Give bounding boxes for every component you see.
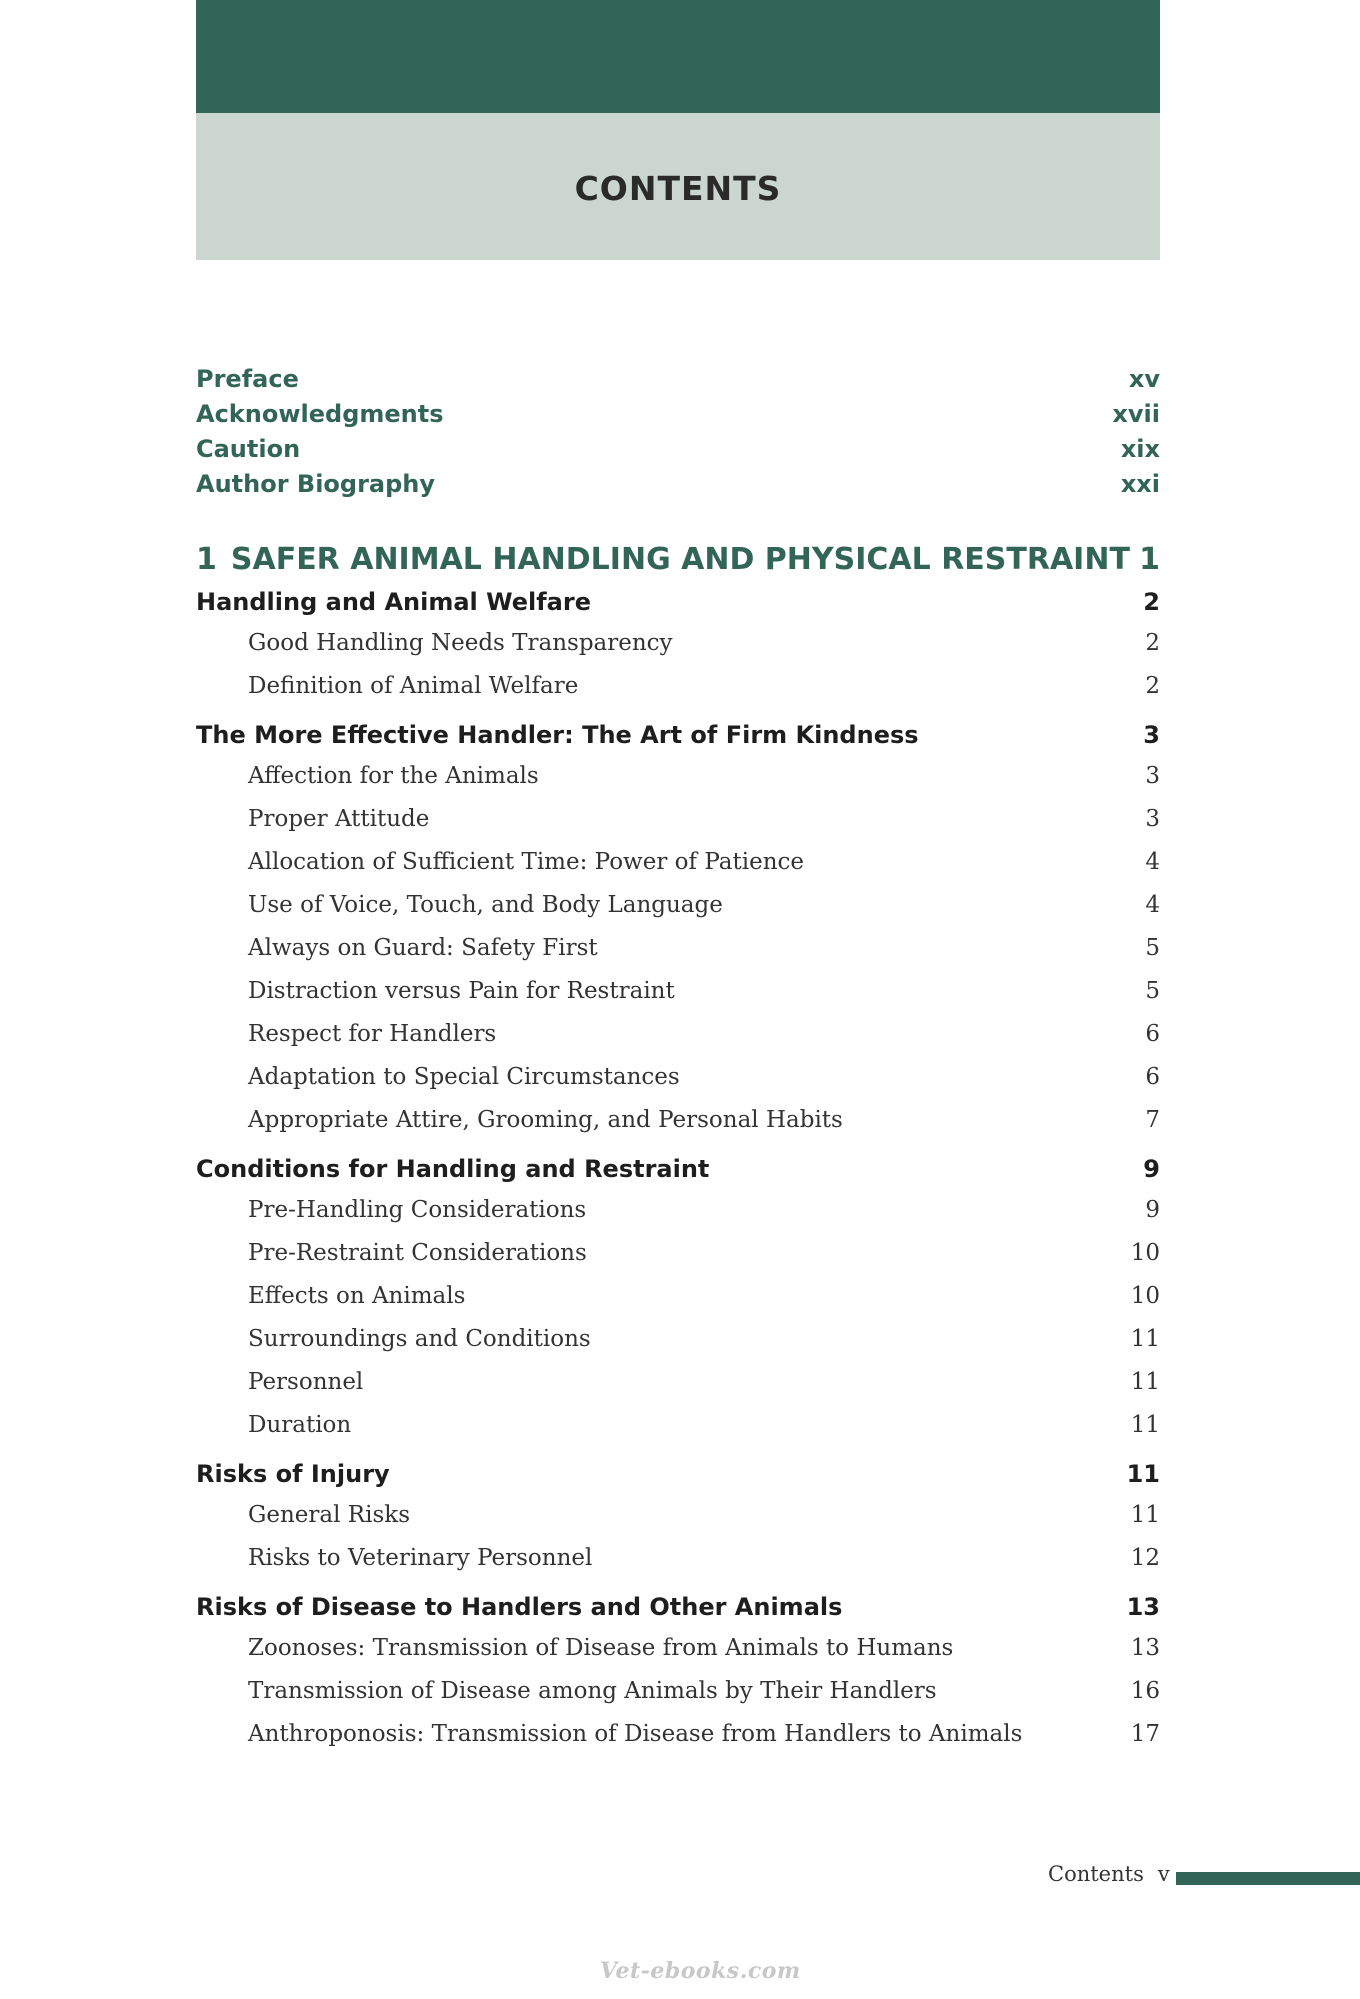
entry-title: Distraction versus Pain for Restraint <box>248 978 675 1004</box>
entry-title: Use of Voice, Touch, and Body Language <box>248 892 723 918</box>
section-heading[interactable] <box>196 582 1160 622</box>
entry-title: Good Handling Needs Transparency <box>248 630 673 656</box>
entry-page: 5 <box>1145 978 1160 1004</box>
chapter-number: 1 <box>196 542 217 577</box>
entry-title: Caution <box>196 435 301 463</box>
subsection-item[interactable] <box>196 622 1160 665</box>
entry-title: Always on Guard: Safety First <box>248 935 598 961</box>
entry-page: 10 <box>1130 1240 1160 1266</box>
section-block <box>196 1454 1160 1580</box>
entry-page: 4 <box>1145 892 1160 918</box>
subsection-item[interactable] <box>196 970 1160 1013</box>
entry-page: 3 <box>1143 721 1160 749</box>
entry-page: 13 <box>1126 1593 1160 1621</box>
footer-page-number: v <box>1157 1862 1170 1886</box>
subsection-item[interactable] <box>196 1318 1160 1361</box>
watermark-logo: Vet-ebooks.com <box>600 1958 801 1984</box>
entry-page: 17 <box>1130 1721 1160 1747</box>
entry-title: Anthroponosis: Transmission of Disease from Handlers to Animals <box>248 1721 1023 1747</box>
subsection-item[interactable] <box>196 1056 1160 1099</box>
subsection-item[interactable] <box>196 884 1160 927</box>
entry-title: General Risks <box>248 1502 410 1528</box>
entry-title: Pre-Restraint Considerations <box>248 1240 587 1266</box>
entry-title: Risks of Injury <box>196 1460 390 1488</box>
subsection-item[interactable] <box>196 1099 1160 1142</box>
entry-page: 11 <box>1130 1502 1160 1528</box>
subsection-item[interactable] <box>196 1275 1160 1318</box>
front-matter-item[interactable] <box>196 432 1160 467</box>
subsection-item[interactable] <box>196 1537 1160 1580</box>
entry-title: Adaptation to Special Circumstances <box>248 1064 680 1090</box>
entry-title: Preface <box>196 365 299 393</box>
entry-page: 3 <box>1145 763 1160 789</box>
entry-title: Duration <box>248 1412 352 1438</box>
entry-page: 5 <box>1145 935 1160 961</box>
entry-page: 3 <box>1145 806 1160 832</box>
footer-label: Contents <box>1048 1862 1144 1886</box>
subsection-item[interactable] <box>196 755 1160 798</box>
section-block <box>196 715 1160 1142</box>
entry-title: Proper Attitude <box>248 806 430 832</box>
entry-title: Effects on Animals <box>248 1283 466 1309</box>
chapter-title: SAFER ANIMAL HANDLING AND PHYSICAL RESTRAINT <box>230 542 1130 577</box>
subsection-item[interactable] <box>196 1494 1160 1537</box>
subsection-item[interactable] <box>196 927 1160 970</box>
title-band <box>196 113 1160 260</box>
entry-page: 9 <box>1143 1155 1160 1183</box>
subsection-item[interactable] <box>196 1232 1160 1275</box>
entry-title: Acknowledgments <box>196 400 444 428</box>
entry-page: 11 <box>1130 1412 1160 1438</box>
section-heading[interactable] <box>196 1149 1160 1189</box>
footer-bar <box>1176 1872 1360 1885</box>
entry-page: xvii <box>1112 400 1160 428</box>
front-matter-item[interactable] <box>196 397 1160 432</box>
section-heading[interactable] <box>196 1454 1160 1494</box>
section-heading[interactable] <box>196 715 1160 755</box>
sections-list <box>196 582 1160 1756</box>
section-block <box>196 1587 1160 1756</box>
entry-page: 9 <box>1145 1197 1160 1223</box>
entry-page: xxi <box>1120 470 1160 498</box>
subsection-item[interactable] <box>196 798 1160 841</box>
entry-title: Author Biography <box>196 470 436 498</box>
entry-title: Transmission of Disease among Animals by Their Handlers <box>248 1678 937 1704</box>
entry-title: Conditions for Handling and Restraint <box>196 1155 710 1183</box>
entry-title: Affection for the Animals <box>248 763 539 789</box>
entry-title: Zoonoses: Transmission of Disease from Animals to Humans <box>248 1635 954 1661</box>
entry-page: 10 <box>1130 1283 1160 1309</box>
front-matter-list <box>196 362 1160 502</box>
subsection-item[interactable] <box>196 841 1160 884</box>
entry-page: 16 <box>1130 1678 1160 1704</box>
entry-title: Handling and Animal Welfare <box>196 588 591 616</box>
entry-page: 4 <box>1145 849 1160 875</box>
subsection-item[interactable] <box>196 1404 1160 1447</box>
front-matter-item[interactable] <box>196 467 1160 502</box>
section-heading[interactable] <box>196 1587 1160 1627</box>
entry-title: Appropriate Attire, Grooming, and Personal Habits <box>248 1107 843 1133</box>
front-matter-item[interactable] <box>196 362 1160 397</box>
section-block <box>196 1149 1160 1447</box>
subsection-item[interactable] <box>196 665 1160 708</box>
section-block <box>196 582 1160 708</box>
subsection-item[interactable] <box>196 1670 1160 1713</box>
entry-title: The More Effective Handler: The Art of Firm Kindness <box>196 721 919 749</box>
subsection-item[interactable] <box>196 1013 1160 1056</box>
entry-title: Risks of Disease to Handlers and Other Animals <box>196 1593 843 1621</box>
entry-page: 6 <box>1145 1021 1160 1047</box>
table-of-contents <box>196 362 1160 1756</box>
entry-page: 2 <box>1145 630 1160 656</box>
entry-page: 13 <box>1130 1635 1160 1661</box>
entry-title: Definition of Animal Welfare <box>248 673 579 699</box>
entry-page: 7 <box>1145 1107 1160 1133</box>
entry-page: 2 <box>1145 673 1160 699</box>
entry-title: Respect for Handlers <box>248 1021 497 1047</box>
entry-page: 12 <box>1130 1545 1160 1571</box>
entry-title: Risks to Veterinary Personnel <box>248 1545 593 1571</box>
entry-page: 11 <box>1130 1369 1160 1395</box>
page-footer <box>1048 1864 1170 1885</box>
entry-title: Allocation of Sufficient Time: Power of Patience <box>248 849 804 875</box>
entry-page: 6 <box>1145 1064 1160 1090</box>
entry-title: Pre-Handling Considerations <box>248 1197 587 1223</box>
subsection-item[interactable] <box>196 1361 1160 1404</box>
entry-page: xv <box>1128 365 1160 393</box>
entry-page: xix <box>1120 435 1160 463</box>
subsection-item[interactable] <box>196 1713 1160 1756</box>
entry-page: 2 <box>1143 588 1160 616</box>
page-title: CONTENTS <box>574 169 782 208</box>
chapter-heading[interactable] <box>196 538 1160 582</box>
header-band <box>196 0 1160 113</box>
entry-title: Surroundings and Conditions <box>248 1326 591 1352</box>
entry-page: 11 <box>1126 1460 1160 1488</box>
entry-page: 1 <box>1139 542 1160 577</box>
entry-title: Personnel <box>248 1369 364 1395</box>
entry-page: 11 <box>1130 1326 1160 1352</box>
subsection-item[interactable] <box>196 1189 1160 1232</box>
subsection-item[interactable] <box>196 1627 1160 1670</box>
